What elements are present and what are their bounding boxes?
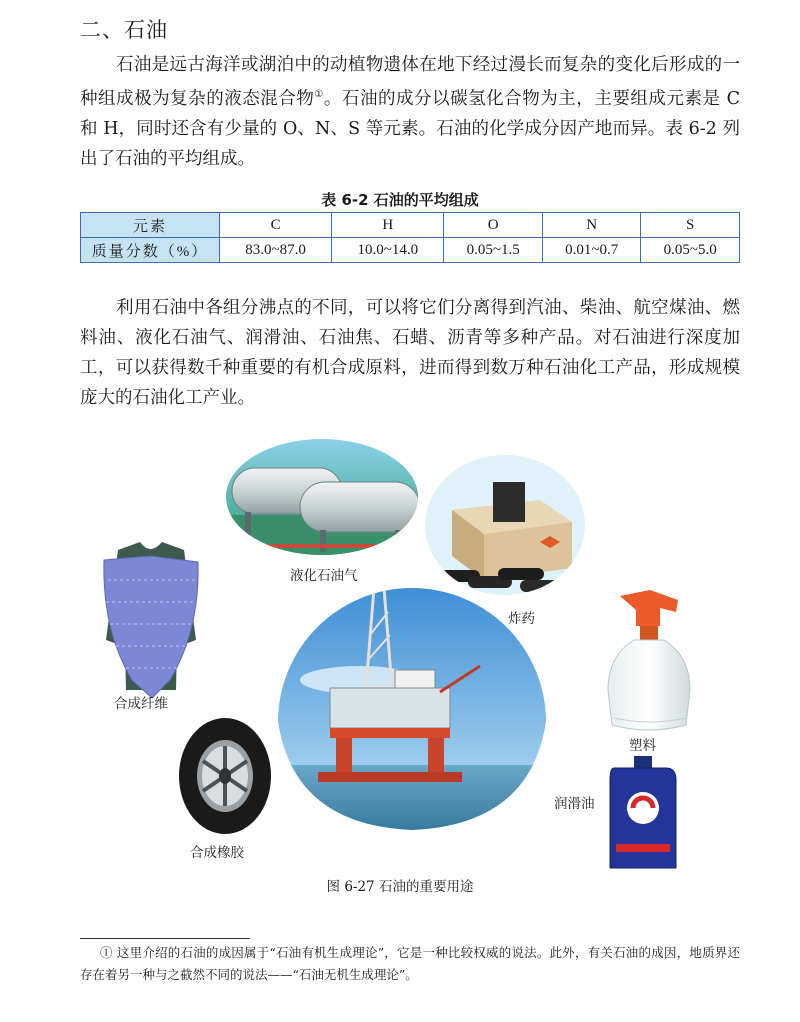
paragraph-uses: 利用石油中各组分沸点的不同，可以将它们分离得到汽油、柴油、航空煤油、燃料油、液化石油气、润滑油、石油焦、石蜡、沥青等多种产品。对石油进行深度加工，可以获得数千种重要的有机合成原料，进而得到数万种石油化工产品，形成规模庞大的石油化工产业。 bbox=[80, 298, 740, 408]
table-cell: H bbox=[332, 213, 444, 238]
table-cell: 元素 bbox=[81, 213, 220, 238]
paragraph-intro bbox=[80, 50, 740, 174]
figure-illustration bbox=[0, 430, 800, 900]
table-cell: O bbox=[444, 213, 543, 238]
footnote-divider bbox=[80, 938, 250, 939]
footnote: ① 这里介绍的石油的成因属于“石油有机生成理论”，它是一种比较权威的说法。此外，有关石油的成因，地质界还存在着另一种与之截然不同的说法——“石油无机生成理论”。 bbox=[80, 945, 740, 982]
table-cell: 0.05~5.0 bbox=[641, 238, 740, 263]
label-explosive: 炸药 bbox=[508, 611, 535, 627]
explosive-image bbox=[425, 455, 585, 595]
table-cell: C bbox=[220, 213, 332, 238]
rubber-tire-image bbox=[179, 718, 271, 834]
figure-caption: 图 6-27 石油的重要用途 bbox=[326, 879, 474, 895]
lubricant-bottle-image bbox=[610, 756, 676, 868]
table-caption: 表 6-2 石油的平均组成 bbox=[321, 191, 479, 209]
table-header-row bbox=[81, 213, 740, 238]
table-cell: 0.01~0.7 bbox=[542, 238, 641, 263]
table-cell: S bbox=[641, 213, 740, 238]
synthetic-fiber-garment-image bbox=[104, 542, 198, 698]
label-synthetic-fiber: 合成纤维 bbox=[114, 696, 168, 712]
paragraph-intro-part1: 石油是远古海洋或湖泊中的动植物遗体在地下经过漫长而复杂的变化后形成的一种组成极为复杂的液态混合物 bbox=[80, 55, 740, 109]
figure-petroleum-uses bbox=[0, 430, 800, 900]
label-plastic: 塑料 bbox=[629, 738, 656, 754]
table-cell: 10.0~14.0 bbox=[332, 238, 444, 263]
label-synthetic-rubber: 合成橡胶 bbox=[190, 845, 244, 861]
composition-table bbox=[80, 212, 740, 263]
table-cell: 83.0~87.0 bbox=[220, 238, 332, 263]
label-lpg: 液化石油气 bbox=[290, 568, 358, 584]
label-lubricant: 润滑油 bbox=[554, 796, 595, 812]
lpg-tanks-image bbox=[220, 439, 430, 565]
table-cell: 0.05~1.5 bbox=[444, 238, 543, 263]
footnote-marker[interactable]: ① bbox=[314, 89, 324, 100]
table-cell: N bbox=[542, 213, 641, 238]
table-cell: 质量分数（%） bbox=[81, 238, 220, 263]
paragraph-intro-part2: 。石油的成分以碳氢化合物为主，主要组成元素是 C 和 H，同时还含有少量的 O、N、S 等元素。石油的化学成分因产地而异。表 6-2 列出了石油的平均组成。 bbox=[80, 88, 741, 169]
section-title: 二、石油 bbox=[80, 18, 168, 42]
plastic-spray-bottle-image bbox=[608, 590, 690, 730]
table-row bbox=[81, 238, 740, 263]
